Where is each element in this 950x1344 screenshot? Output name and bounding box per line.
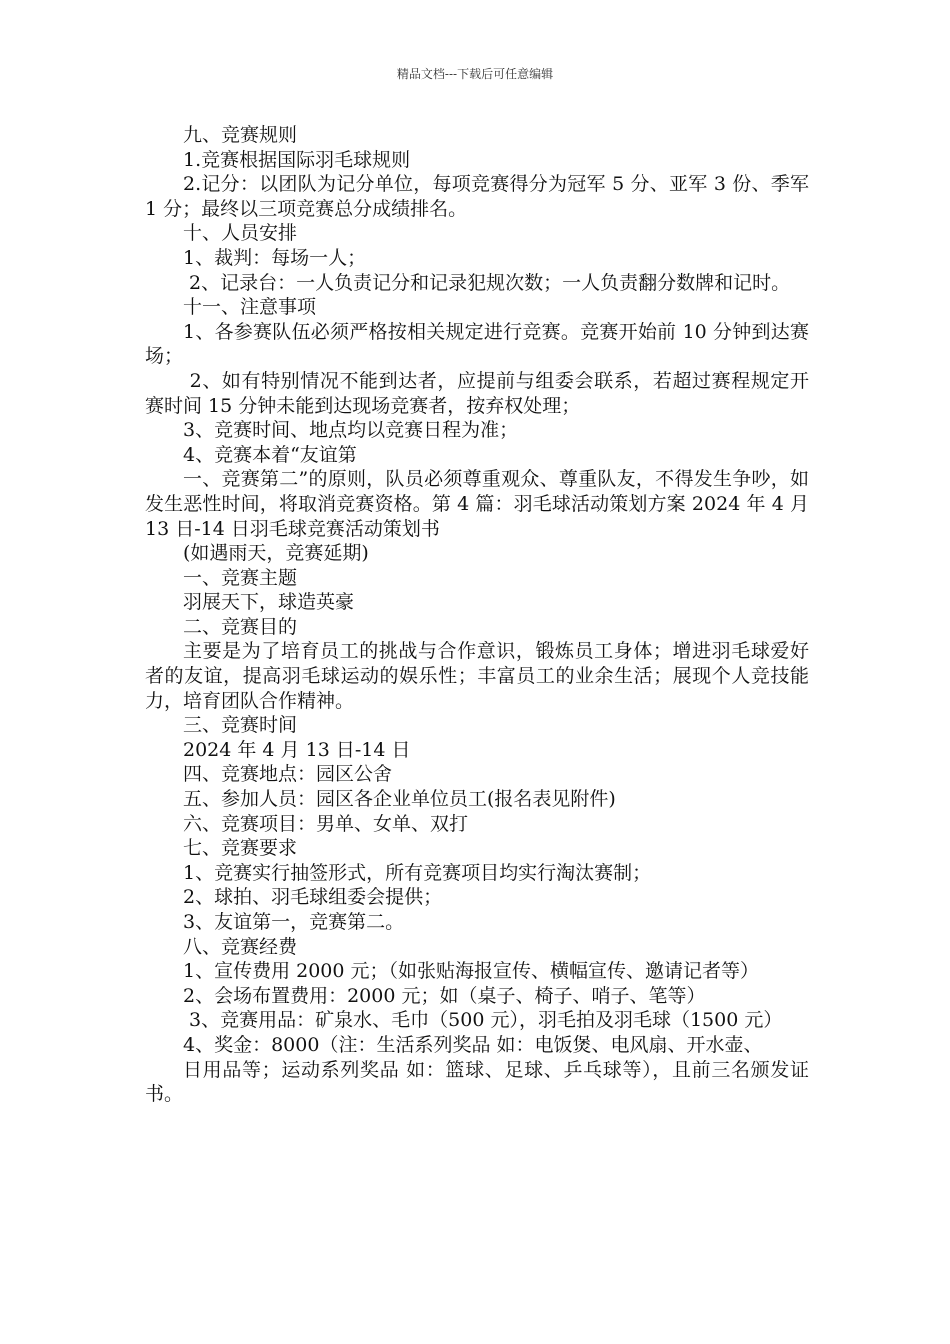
paragraph: 1、各参赛队伍必须严格按相关规定进行竞赛。竞赛开始前 10 分钟到达赛场； — [145, 320, 809, 368]
paragraph: 六、竞赛项目：男单、女单、双打 — [183, 812, 469, 835]
paragraph: 1.竞赛根据国际羽毛球规则 — [183, 148, 411, 171]
document-body — [145, 123, 816, 1107]
section-heading-time: 三、竞赛时间 — [183, 714, 298, 737]
paragraph: 2、球拍、羽毛球组委会提供； — [183, 886, 443, 909]
paragraph: 2、记录台：一人负责记分和记录犯规次数；一人负责翻分数牌和记时。 — [183, 271, 791, 294]
paragraph: 1、裁判：每场一人； — [183, 246, 367, 269]
paragraph: (如遇雨天，竞赛延期) — [183, 542, 369, 565]
page-header: 精品文档---下载后可任意编辑 — [396, 67, 554, 81]
section-heading-staff: 十、人员安排 — [183, 222, 298, 245]
paragraph: 羽展天下，球造英豪 — [183, 591, 355, 614]
section-heading-budget: 八、竞赛经费 — [183, 935, 298, 958]
paragraph: 3、友谊第一，竞赛第二。 — [183, 911, 405, 933]
paragraph: 一、竞赛第二”的原则，队员必须尊重观众、尊重队友，不得发生争吵，如发生恶性时间，将取消竞赛资格。第 4 篇：羽毛球活动策划方案 2024 年 4 月 13 日-14 日羽毛球竞赛活动策划书 — [145, 468, 816, 540]
section-heading-requirements: 七、竞赛要求 — [183, 837, 298, 860]
paragraph: 四、竞赛地点：园区公舍 — [183, 763, 393, 786]
paragraph: 2、会场布置费用：2000 元；如（桌子、椅子、哨子、笔等） — [183, 984, 706, 1007]
paragraph: 2、如有特别情况不能到达者，应提前与组委会联系，若超过赛程规定开赛时间 15 分钟未能到达现场竞赛者，按弃权处理； — [145, 369, 810, 417]
paragraph: 4、竞赛本着“友谊第 — [183, 443, 357, 466]
section-heading-theme: 一、竞赛主题 — [183, 566, 298, 589]
section-heading-purpose: 二、竞赛目的 — [183, 615, 298, 638]
paragraph: 五、参加人员：园区各企业单位员工(报名表见附件) — [183, 788, 616, 811]
paragraph: 主要是为了培育员工的挑战与合作意识，锻炼员工身体；增进羽毛球爱好者的友谊，提高羽毛球运动的娱乐性；丰富员工的业余生活；展现个人竞技能力，培育团队合作精神。 — [145, 640, 809, 712]
section-heading-rules: 九、竞赛规则 — [183, 124, 298, 146]
section-heading-notes: 十一、注意事项 — [183, 296, 317, 319]
paragraph: 2.记分：以团队为记分单位，每项竞赛得分为冠军 5 分、亚军 3 份、季军 1 分；最终以三项竞赛总分成绩排名。 — [145, 173, 816, 220]
paragraph: 1、宣传费用 2000 元；（如张贴海报宣传、横幅宣传、邀请记者等） — [183, 960, 760, 983]
paragraph: 1、竞赛实行抽签形式，所有竞赛项目均实行淘汰赛制； — [183, 861, 652, 884]
paragraph: 3、竞赛时间、地点均以竞赛日程为准； — [183, 419, 519, 442]
paragraph: 3、竞赛用品：矿泉水、毛巾（500 元），羽毛拍及羽毛球（1500 元） — [183, 1009, 783, 1032]
paragraph: 日用品等；运动系列奖品 如：篮球、足球、乒乓球等），且前三名颁发证书。 — [145, 1058, 809, 1106]
paragraph: 2024 年 4 月 13 日-14 日 — [183, 738, 411, 761]
paragraph: 4、奖金：8000（注：生活系列奖品 如：电饭煲、电风扇、开水壶、 — [183, 1033, 763, 1056]
